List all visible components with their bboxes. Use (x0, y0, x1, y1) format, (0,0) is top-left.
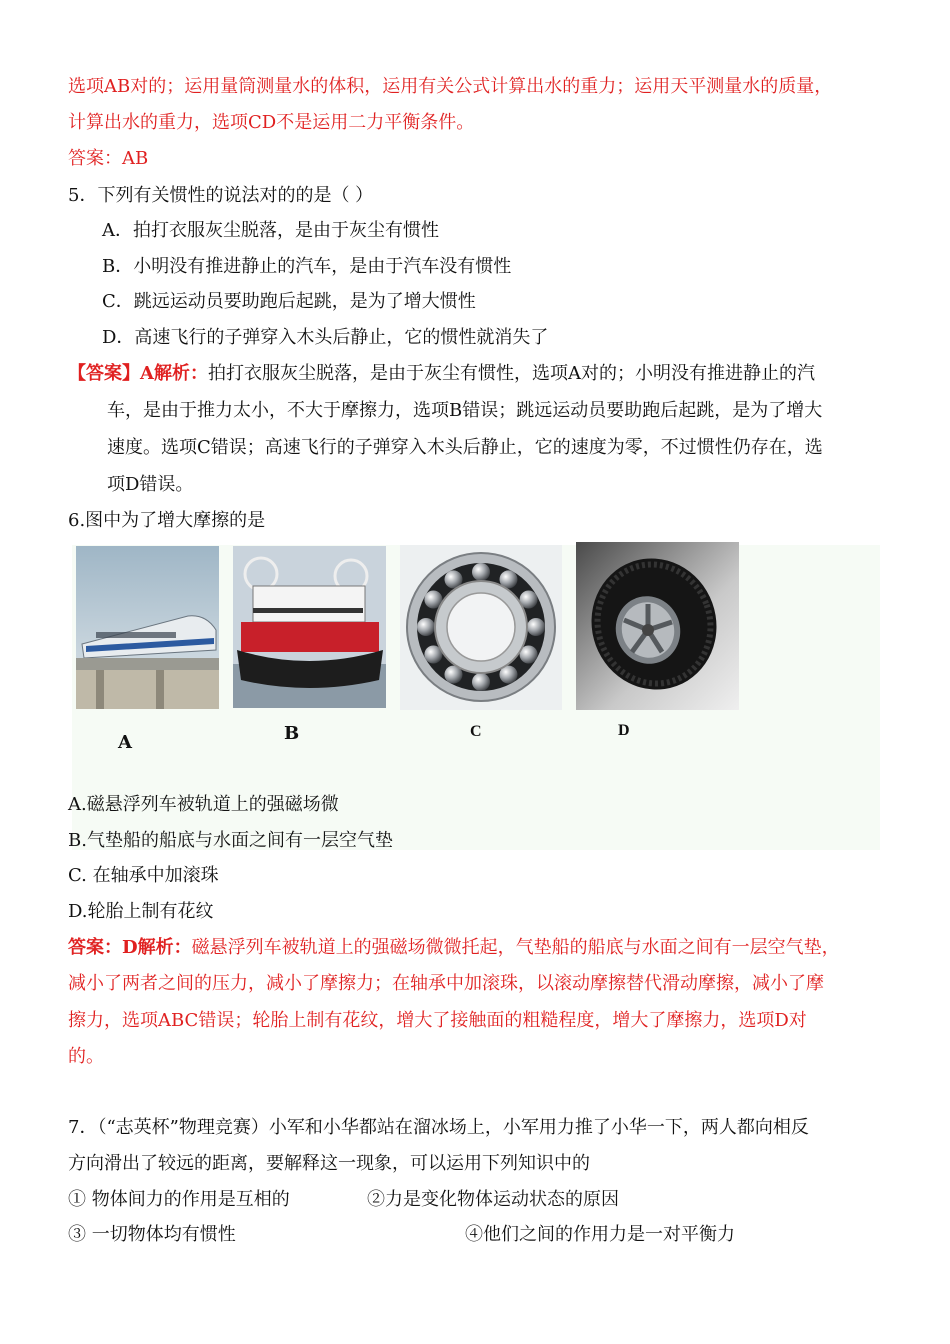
q6-answer-line2: 减小了两者之间的压力，减小了摩擦力；在轴承中加滚珠，以滚动摩擦替代滑动摩擦，减小了摩 (68, 973, 824, 994)
q5-answer-head: 【答案】A解析： (68, 363, 208, 384)
q7-item-2: ②力是变化物体运动状态的原因 (367, 1189, 619, 1210)
label-d: D (618, 722, 630, 739)
q7-stem-line2: 方向滑出了较远的距离，要解释这一现象，可以运用下列知识中的 (68, 1153, 590, 1174)
prev-answer-line2: 计算出水的重力，选项CD不是运用二力平衡条件。 (68, 112, 475, 133)
q6-answer-text1: 磁悬浮列车被轨道上的强磁场微微托起，气垫船的船底与水面之间有一层空气垫， (191, 937, 840, 958)
q6-answer-head: 答案：D解析： (68, 937, 192, 958)
q5-answer-line3: 速度。选项C错误；高速飞行的子弹穿入木头后静止，它的速度为零，不过惯性仍存在，选 (107, 437, 823, 458)
q6-option-d: D.轮胎上制有花纹 (68, 901, 214, 922)
q5-answer-line4: 项D错误。 (107, 474, 194, 495)
prev-answer-line1: 选项AB对的；运用量筒测量水的体积，运用有关公式计算出水的重力；运用天平测量水的质量， (68, 76, 833, 97)
q5-option-c: C．跳远运动员要助跑后起跳，是为了增大惯性 (102, 291, 476, 312)
q5-option-b: B．小明没有推进静止的汽车，是由于汽车没有惯性 (102, 256, 512, 277)
q7-item-3: ③ 一切物体均有惯性 (68, 1224, 236, 1245)
q6-answer-line3: 擦力，选项ABC错误；轮胎上制有花纹，增大了接触面的粗糙程度，增大了摩擦力，选项D对 (68, 1010, 807, 1031)
bearing-ball (472, 673, 490, 691)
bearing-ball (417, 618, 435, 636)
bearing-ball (527, 618, 545, 636)
q5-stem: 5．下列有关惯性的说法对的的是（ ） (68, 185, 374, 206)
ball-bearing-image (400, 545, 562, 710)
bearing-ball (472, 563, 490, 581)
label-b: B (284, 723, 300, 744)
q6-answer-line4: 的。 (68, 1046, 104, 1067)
label-c: C (470, 723, 482, 740)
q6-option-c: C. 在轴承中加滚珠 (68, 865, 219, 886)
q6-option-a: A.磁悬浮列车被轨道上的强磁场微 (68, 794, 339, 815)
hovercraft-image (233, 546, 386, 708)
q6-option-b: B.气垫船的船底与水面之间有一层空气垫 (68, 830, 393, 851)
maglev-train-image (76, 546, 219, 709)
q5-answer-text1: 拍打衣服灰尘脱落，是由于灰尘有惯性，选项A对的；小明没有推进静止的汽 (207, 363, 815, 384)
q7-item-4: ④他们之间的作用力是一对平衡力 (465, 1224, 735, 1245)
q5-option-d: D．高速飞行的子弹穿入木头后静止，它的惯性就消失了 (102, 327, 549, 348)
q6-answer-line1 (68, 935, 840, 961)
q7-stem-line1: 7．（“志英杯”物理竞赛）小军和小华都站在溜冰场上，小军用力推了小华一下，两人都向相反 (68, 1117, 809, 1138)
q5-answer-line2: 车，是由于推力太小，不大于摩擦力，选项B错误；跳远运动员要助跑后起跳，是为了增大 (107, 400, 823, 421)
tire-image (576, 542, 739, 710)
q7-item-1: ① 物体间力的作用是互相的 (68, 1189, 290, 1210)
q6-stem: 6.图中为了增大摩擦的是 (68, 510, 266, 531)
q5-option-a: A．拍打衣服灰尘脱落，是由于灰尘有惯性 (102, 220, 439, 241)
prev-answer-label: 答案：AB (68, 148, 149, 169)
label-a: A (118, 732, 132, 753)
q5-answer-line1 (68, 361, 815, 387)
